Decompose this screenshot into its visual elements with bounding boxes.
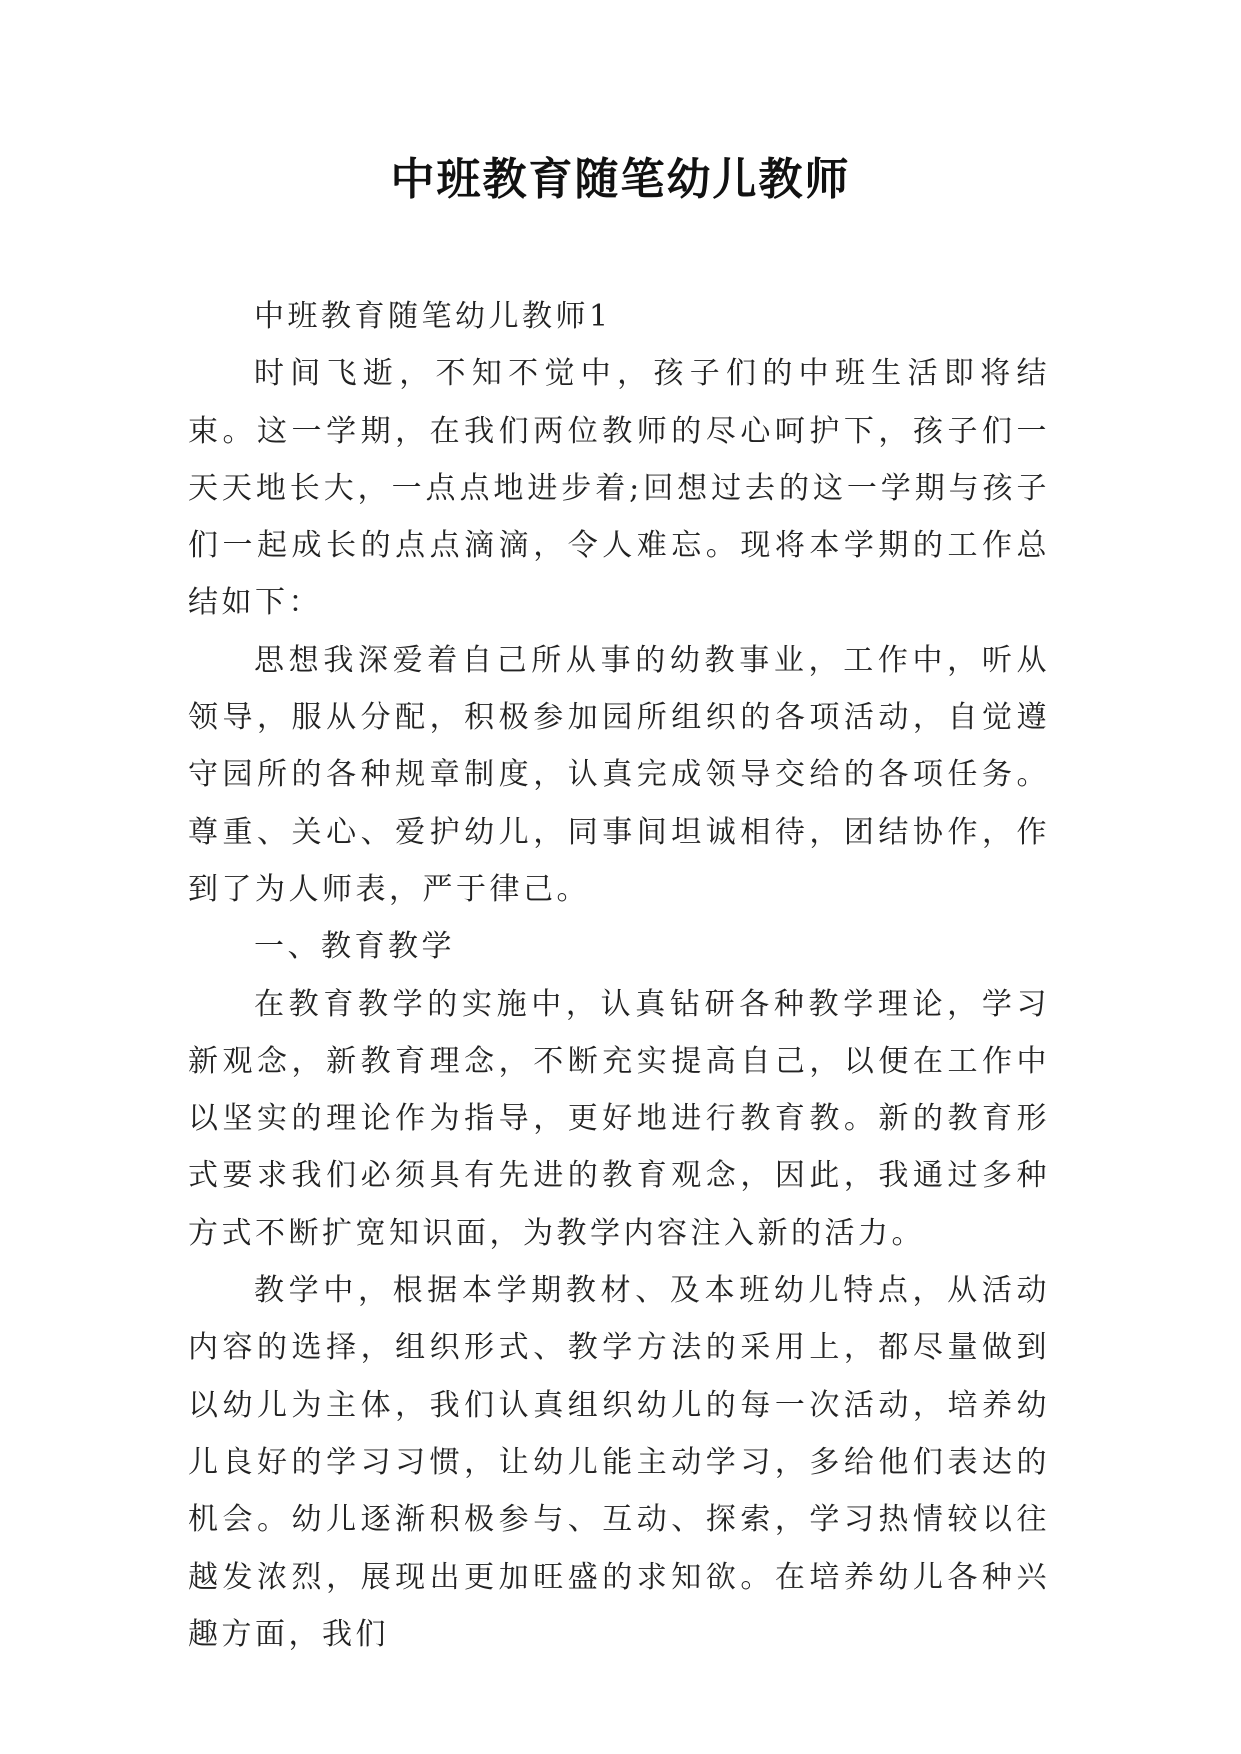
paragraph-intro: 时间飞逝，不知不觉中，孩子们的中班生活即将结束。这一学期，在我们两位教师的尽心呵护下，孩子们一天天地长大，一点点地进步着;回想过去的这一学期与孩子们一起成长的点点滴滴，令人难忘。现将本学期的工作总结如下： [188, 356, 1050, 621]
paragraph-subtitle: 中班教育随笔幼儿教师1 [254, 299, 612, 334]
section-heading-education: 一、教育教学 [254, 929, 455, 965]
paragraph-education-2: 教学中，根据本学期教材、及本班幼儿特点，从活动内容的选择，组织形式、教学方法的采用上，都尽量做到以幼儿为主体，我们认真组织幼儿的每一次活动，培养幼儿良好的学习习惯，让幼儿能主动学习，多给他们表达的机会。幼儿逐渐积极参与、互动、探索，学习热情较以往越发浓烈，展现出更加旺盛的求知欲。在培养幼儿各种兴趣方面，我们 [188, 1273, 1050, 1652]
document-body [188, 288, 1050, 1663]
paragraph-education-1: 在教育教学的实施中，认真钻研各种教学理论，学习新观念，新教育理念，不断充实提高自己，以便在工作中以坚实的理论作为指导，更好地进行教育教。新的教育形式要求我们必须具有先进的教育观念，因此，我通过多种方式不断扩宽知识面，为教学内容注入新的活力。 [188, 986, 1050, 1251]
document-title: 中班教育随笔幼儿教师 [390, 154, 851, 205]
paragraph-thought: 思想我深爱着自己所从事的幼教事业，工作中，听从领导，服从分配，积极参加园所组织的各项活动，自觉遵守园所的各种规章制度，认真完成领导交给的各项任务。尊重、关心、爱护幼儿，同事间坦诚相待，团结协作，作到了为人师表，严于律己。 [188, 642, 1050, 907]
